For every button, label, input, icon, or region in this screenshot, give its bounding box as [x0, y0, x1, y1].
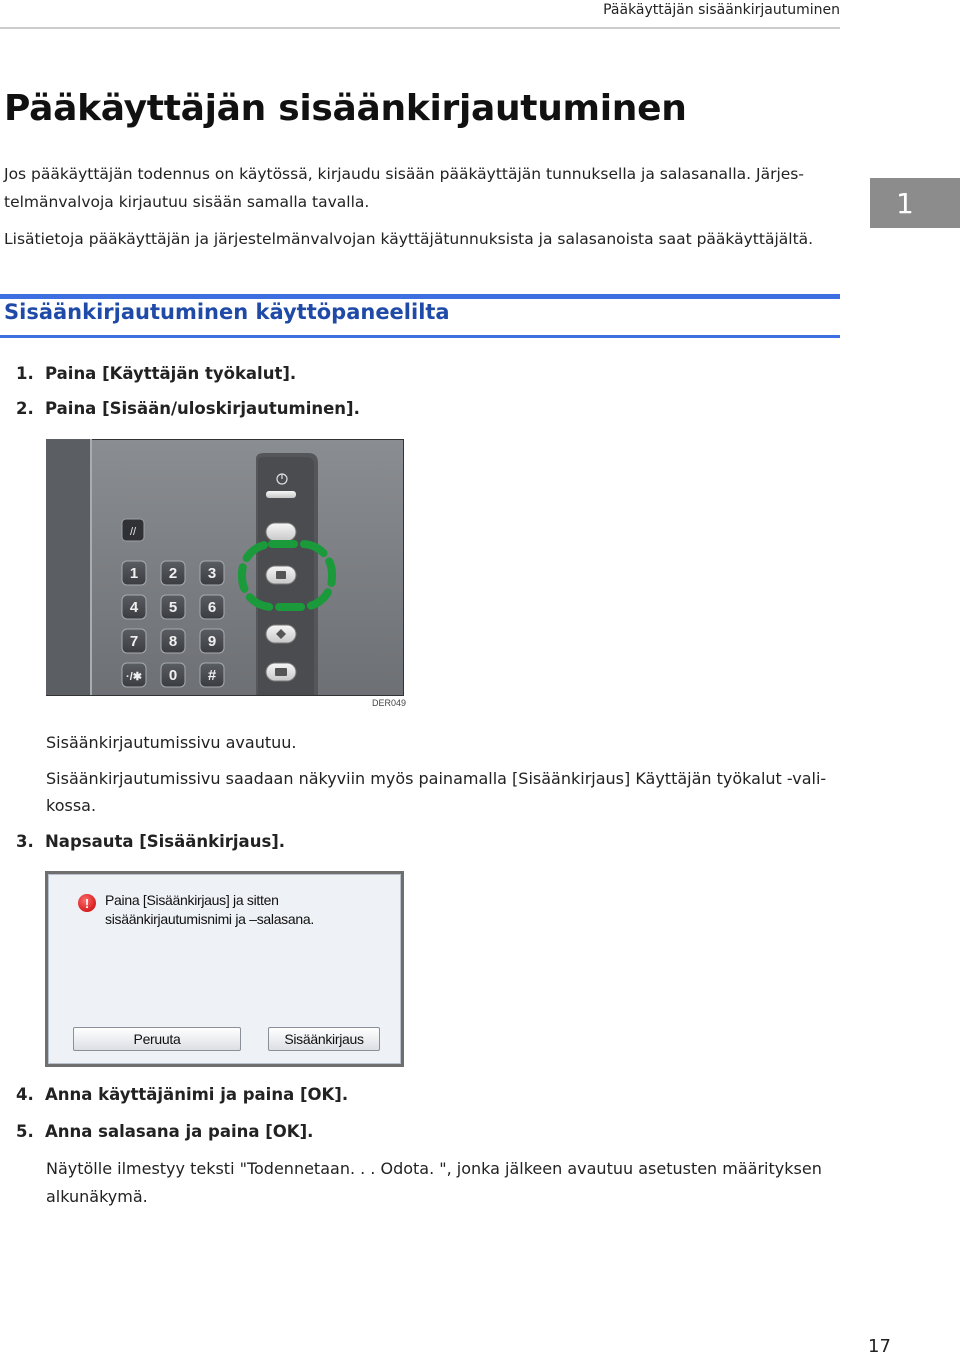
step-number: 4. — [16, 1085, 34, 1104]
control-panel-illustration — [46, 439, 407, 711]
login-logout-button — [266, 566, 296, 584]
keypad-key-label: 8 — [168, 633, 178, 650]
step-text: Anna käyttäjänimi ja paina [OK]. — [45, 1085, 349, 1104]
keypad-key-label: 6 — [207, 599, 217, 616]
clear-modes-key — [122, 519, 144, 541]
after-step5-line-2: alkunäkymä. — [46, 1187, 148, 1206]
chapter-tab: 1 — [870, 178, 960, 228]
section-rule-top — [0, 294, 840, 299]
counter-button — [266, 663, 296, 681]
intro-line-2: telmänvalvoja kirjautuu sisään samalla tavalla. — [4, 193, 370, 211]
step-text: Napsauta [Sisäänkirjaus]. — [45, 832, 286, 851]
step-5 — [16, 1122, 313, 1141]
keypad-key-label: ·/✱ — [126, 671, 142, 683]
step-text: Paina [Käyttäjän työkalut]. — [45, 364, 297, 383]
after-step2-line-1: Sisäänkirjautumissivu avautuu. — [46, 733, 297, 752]
keypad-key-label: 7 — [129, 633, 139, 650]
header-rule — [0, 27, 840, 29]
keypad-key — [200, 663, 224, 687]
keypad-key — [122, 629, 146, 653]
keypad-key — [161, 663, 185, 687]
keypad-key — [122, 663, 146, 687]
user-tools-button — [266, 625, 296, 643]
keypad-key — [200, 595, 224, 619]
keypad-key — [161, 561, 185, 585]
keypad-key-label: 1 — [129, 565, 139, 582]
keypad-key — [122, 595, 146, 619]
page-number: 17 — [868, 1336, 891, 1357]
keypad-key — [200, 629, 224, 653]
figure-code: DER049 — [372, 698, 407, 708]
cancel-button[interactable]: Peruuta — [73, 1027, 241, 1051]
sleep-button — [266, 523, 296, 541]
keypad-key — [161, 595, 185, 619]
step-number: 2. — [16, 399, 34, 418]
energy-saver-button — [266, 491, 296, 498]
dialog-message-line-1: Paina [Sisäänkirjaus] ja sitten — [105, 892, 279, 908]
step-number: 1. — [16, 364, 34, 383]
step-3 — [16, 832, 285, 851]
step-1 — [16, 364, 296, 383]
step-text: Anna salasana ja paina [OK]. — [45, 1122, 314, 1141]
dialog-message-line-2: sisäänkirjautumisnimi ja –salasana. — [105, 911, 314, 927]
step-text: Paina [Sisään/uloskirjautuminen]. — [45, 399, 360, 418]
keypad-key — [200, 561, 224, 585]
page-title: Pääkäyttäjän sisäänkirjautuminen — [4, 88, 687, 129]
login-button[interactable]: Sisäänkirjaus — [268, 1027, 380, 1051]
intro-line-3: Lisätietoja pääkäyttäjän ja järjestelmänvalvojan käyttäjätunnuksista ja salasanoista saat pääkäyttäjältä. — [4, 230, 814, 248]
login-dialog-screenshot — [45, 871, 404, 1067]
login-dialog — [48, 874, 401, 1064]
keypad-key-label: 4 — [129, 599, 139, 616]
intro-line-1: Jos pääkäyttäjän todennus on käytössä, kirjaudu sisään pääkäyttäjän tunnuksella ja salasanalla. Järjes- — [4, 165, 804, 183]
keypad-key — [122, 561, 146, 585]
after-step2-line-2: Sisäänkirjautumissivu saadaan näkyviin myös painamalla [Sisäänkirjaus] Käyttäjän työkalut -vali- — [46, 769, 827, 788]
svg-text://: // — [129, 526, 137, 538]
keypad-key — [161, 629, 185, 653]
step-2 — [16, 399, 360, 418]
step-4 — [16, 1085, 348, 1104]
alert-icon: ! — [78, 894, 96, 912]
dialog-message — [105, 891, 314, 929]
keypad-key-label: # — [207, 667, 217, 684]
step-number: 5. — [16, 1122, 34, 1141]
after-step5-line-1: Näytölle ilmestyy teksti "Todennetaan. . . Odota. ", jonka jälkeen avautuu asetusten määrityksen — [46, 1159, 822, 1178]
keypad-key-label: 0 — [168, 667, 178, 684]
section-title: Sisäänkirjautuminen käyttöpaneelilta — [4, 300, 450, 324]
after-step2-line-3: kossa. — [46, 796, 97, 815]
keypad-key-label: 5 — [168, 599, 178, 616]
keypad-key-label: 2 — [168, 565, 178, 582]
section-rule-bottom — [0, 335, 840, 338]
keypad-key-label: 9 — [207, 633, 217, 650]
step-number: 3. — [16, 832, 34, 851]
running-header: Pääkäyttäjän sisäänkirjautuminen — [603, 2, 840, 18]
keypad-key-label: 3 — [207, 565, 217, 582]
